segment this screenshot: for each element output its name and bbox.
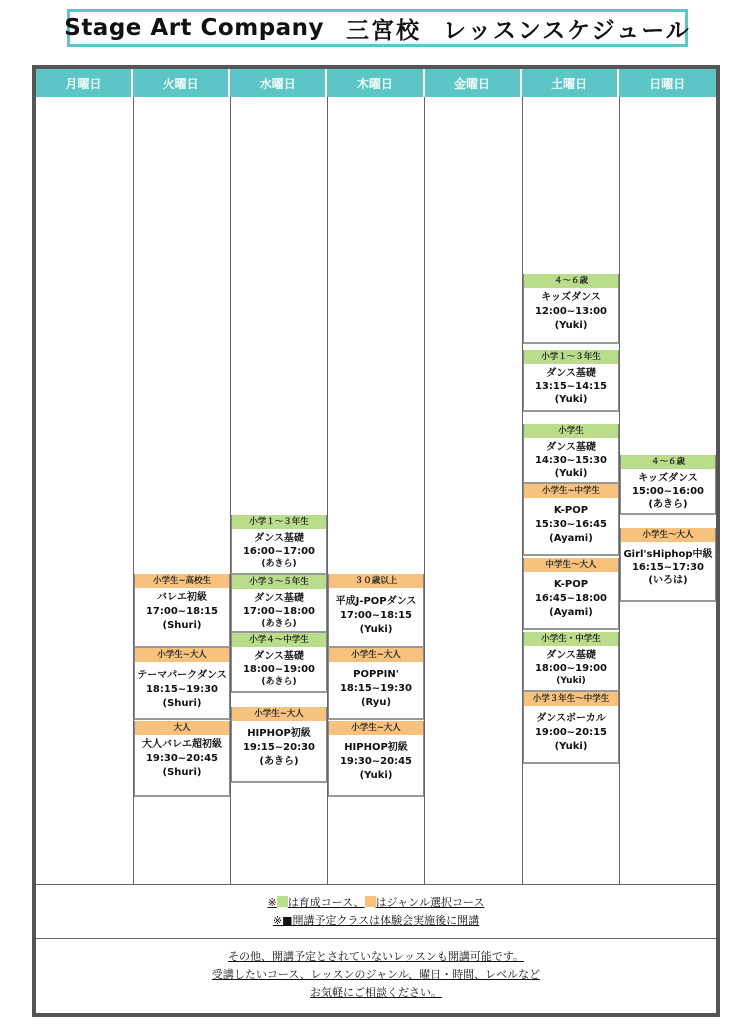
day-header-mon: 月曜日 [36,69,133,97]
notes-divider [36,884,716,885]
other-note-3: お気軽にご相談ください。 [310,986,442,999]
lesson-target-tag: 小学生~大人 [232,707,326,721]
lesson-name: Girl'sHiphop中級 [623,549,713,560]
lesson-time: 19:00~20:15 [534,727,608,738]
lesson-card [620,528,716,602]
lesson-name: バレエ初級 [157,592,207,603]
legend-planned-note: ※■開講予定クラスは体験会実施後に開講 [272,914,480,927]
lesson-teacher: (あきら) [261,677,297,687]
brand-name: Stage Art Company [64,15,325,41]
day-header-fri: 金曜日 [425,69,522,97]
legend-orange-text: はジャンル選択コース [375,896,485,909]
lesson-time: 12:00~13:00 [534,306,608,317]
lesson-name: K-POP [553,579,589,590]
lesson-card [134,648,230,720]
lesson-teacher: (いろは) [648,575,688,586]
lesson-target-tag: 小学１～３年生 [524,350,618,364]
day-header-thu: 木曜日 [327,69,424,97]
lesson-card [523,274,619,344]
lesson-target-tag: 小学生~大人 [329,648,423,662]
lesson-target-tag: 小学３年生～中学生 [524,692,618,706]
lesson-target-tag: 小学生~大人 [135,648,229,662]
lesson-target-tag: 小学生~中学生 [524,484,618,498]
lesson-teacher: (Yuki) [554,468,588,479]
lesson-time: 18:00~19:00 [242,664,316,675]
legend-green-text: は育成コース、 [287,896,365,909]
column-divider [424,97,425,884]
lesson-card [134,574,230,648]
lesson-teacher: (Yuki) [359,624,393,635]
green-square-icon [277,896,288,907]
lesson-time: 16:45~18:00 [534,593,608,604]
lesson-name: 大人バレエ超初級 [142,739,222,750]
lesson-name: ダンス基礎 [254,533,304,544]
lesson-time: 19:30~20:45 [339,756,413,767]
lesson-time: 15:30~16:45 [534,519,608,530]
lesson-target-tag: 小学１～３年生 [232,515,326,529]
lesson-target-tag: 小学生~大人 [329,721,423,735]
page-title [64,9,691,47]
lesson-time: 17:00~18:00 [242,606,316,617]
lesson-teacher: (Yuki) [554,741,588,752]
lesson-teacher: (Ryu) [360,697,392,708]
lesson-card [328,721,424,797]
day-header-sat: 土曜日 [522,69,619,97]
lesson-time: 16:15~17:30 [631,562,705,573]
lesson-name: HIPHOP初級 [247,728,311,739]
lesson-name: POPPIN' [353,669,399,680]
lesson-teacher: (Shuri) [162,620,202,631]
lesson-card [620,455,716,515]
lesson-name: ダンス基礎 [254,651,304,662]
lesson-name: テーマパークダンス [137,670,227,681]
lesson-teacher: (あきら) [259,756,299,767]
schedule-subtitle: レッスンスケジュール [443,17,691,44]
lesson-card [134,721,230,797]
lesson-name: ダンス基礎 [546,442,596,453]
other-notes [36,940,716,1017]
lesson-card [523,632,619,692]
notes-divider [36,938,716,939]
lesson-name: HIPHOP初級 [344,742,408,753]
lesson-teacher: (あきら) [648,499,688,510]
other-note-1: その他、開講予定とされていないレッスンも開講可能です。 [227,950,524,963]
lesson-time: 15:00~16:00 [631,486,705,497]
lesson-teacher: (あきら) [261,619,297,629]
lesson-time: 19:15~20:30 [242,742,316,753]
lesson-card [231,633,327,693]
lesson-card [231,707,327,783]
lesson-target-tag: 小学生・中学生 [524,632,618,646]
lesson-card [523,692,619,764]
lesson-teacher: (Yuki) [554,394,588,405]
lesson-teacher: (あきら) [261,559,297,569]
orange-square-icon [365,896,376,907]
lesson-time: 14:30~15:30 [534,455,608,466]
lesson-time: 13:15~14:15 [534,381,608,392]
lesson-card [328,574,424,648]
lesson-time: 18:00~19:00 [534,663,608,674]
lesson-name: キッズダンス [541,292,601,303]
lesson-time: 18:15~19:30 [145,684,219,695]
lesson-name: キッズダンス [638,473,698,484]
lesson-card [523,558,619,630]
lesson-name: K-POP [553,505,589,516]
lesson-teacher: (Yuki) [556,676,586,686]
lesson-target-tag: 小学生 [524,424,618,438]
lesson-teacher: (Shuri) [162,698,202,709]
day-header-wed: 水曜日 [230,69,327,97]
lesson-teacher: (Yuki) [359,770,393,781]
lesson-card [523,484,619,556]
lesson-target-tag: 小学生～大人 [621,528,715,542]
lesson-target-tag: 中学生～大人 [524,558,618,572]
lesson-name: ダンス基礎 [546,368,596,379]
lesson-target-tag: 大人 [135,721,229,735]
lesson-target-tag: 小学生~高校生 [135,574,229,588]
lesson-card [231,575,327,633]
lesson-time: 17:00~18:15 [145,606,219,617]
lesson-name: ダンスボーカル [536,713,606,724]
lesson-teacher: (Shuri) [162,767,202,778]
day-header-sun: 日曜日 [619,69,716,97]
legend-prefix: ※ [267,896,277,909]
lesson-target-tag: ４～６歳 [524,274,618,288]
lesson-teacher: (Ayami) [549,533,593,544]
lesson-name: ダンス基礎 [254,593,304,604]
lesson-time: 17:00~18:15 [339,610,413,621]
lesson-time: 16:00~17:00 [242,546,316,557]
lesson-time: 18:15~19:30 [339,683,413,694]
lesson-card [523,424,619,484]
lesson-target-tag: 小学３～５年生 [232,575,326,589]
lesson-target-tag: 小学４～中学生 [232,633,326,647]
school-name: 三宮校 [346,17,422,44]
lesson-target-tag: ３０歳以上 [329,574,423,588]
lesson-card [328,648,424,720]
lesson-card [523,350,619,412]
lesson-teacher: (Ayami) [549,607,593,618]
lesson-name: 平成J-POPダンス [335,596,417,607]
lesson-card [231,515,327,575]
other-note-2: 受講したいコース、レッスンのジャンル、曜日・時間、レベルなど [211,968,541,981]
schedule-table [32,65,720,1017]
day-header-row [36,69,716,97]
lesson-name: ダンス基礎 [546,650,596,661]
day-header-tue: 火曜日 [133,69,230,97]
lesson-time: 19:30~20:45 [145,753,219,764]
lesson-teacher: (Yuki) [554,320,588,331]
lesson-target-tag: ４～６歳 [621,455,715,469]
legend-notes [36,886,716,938]
